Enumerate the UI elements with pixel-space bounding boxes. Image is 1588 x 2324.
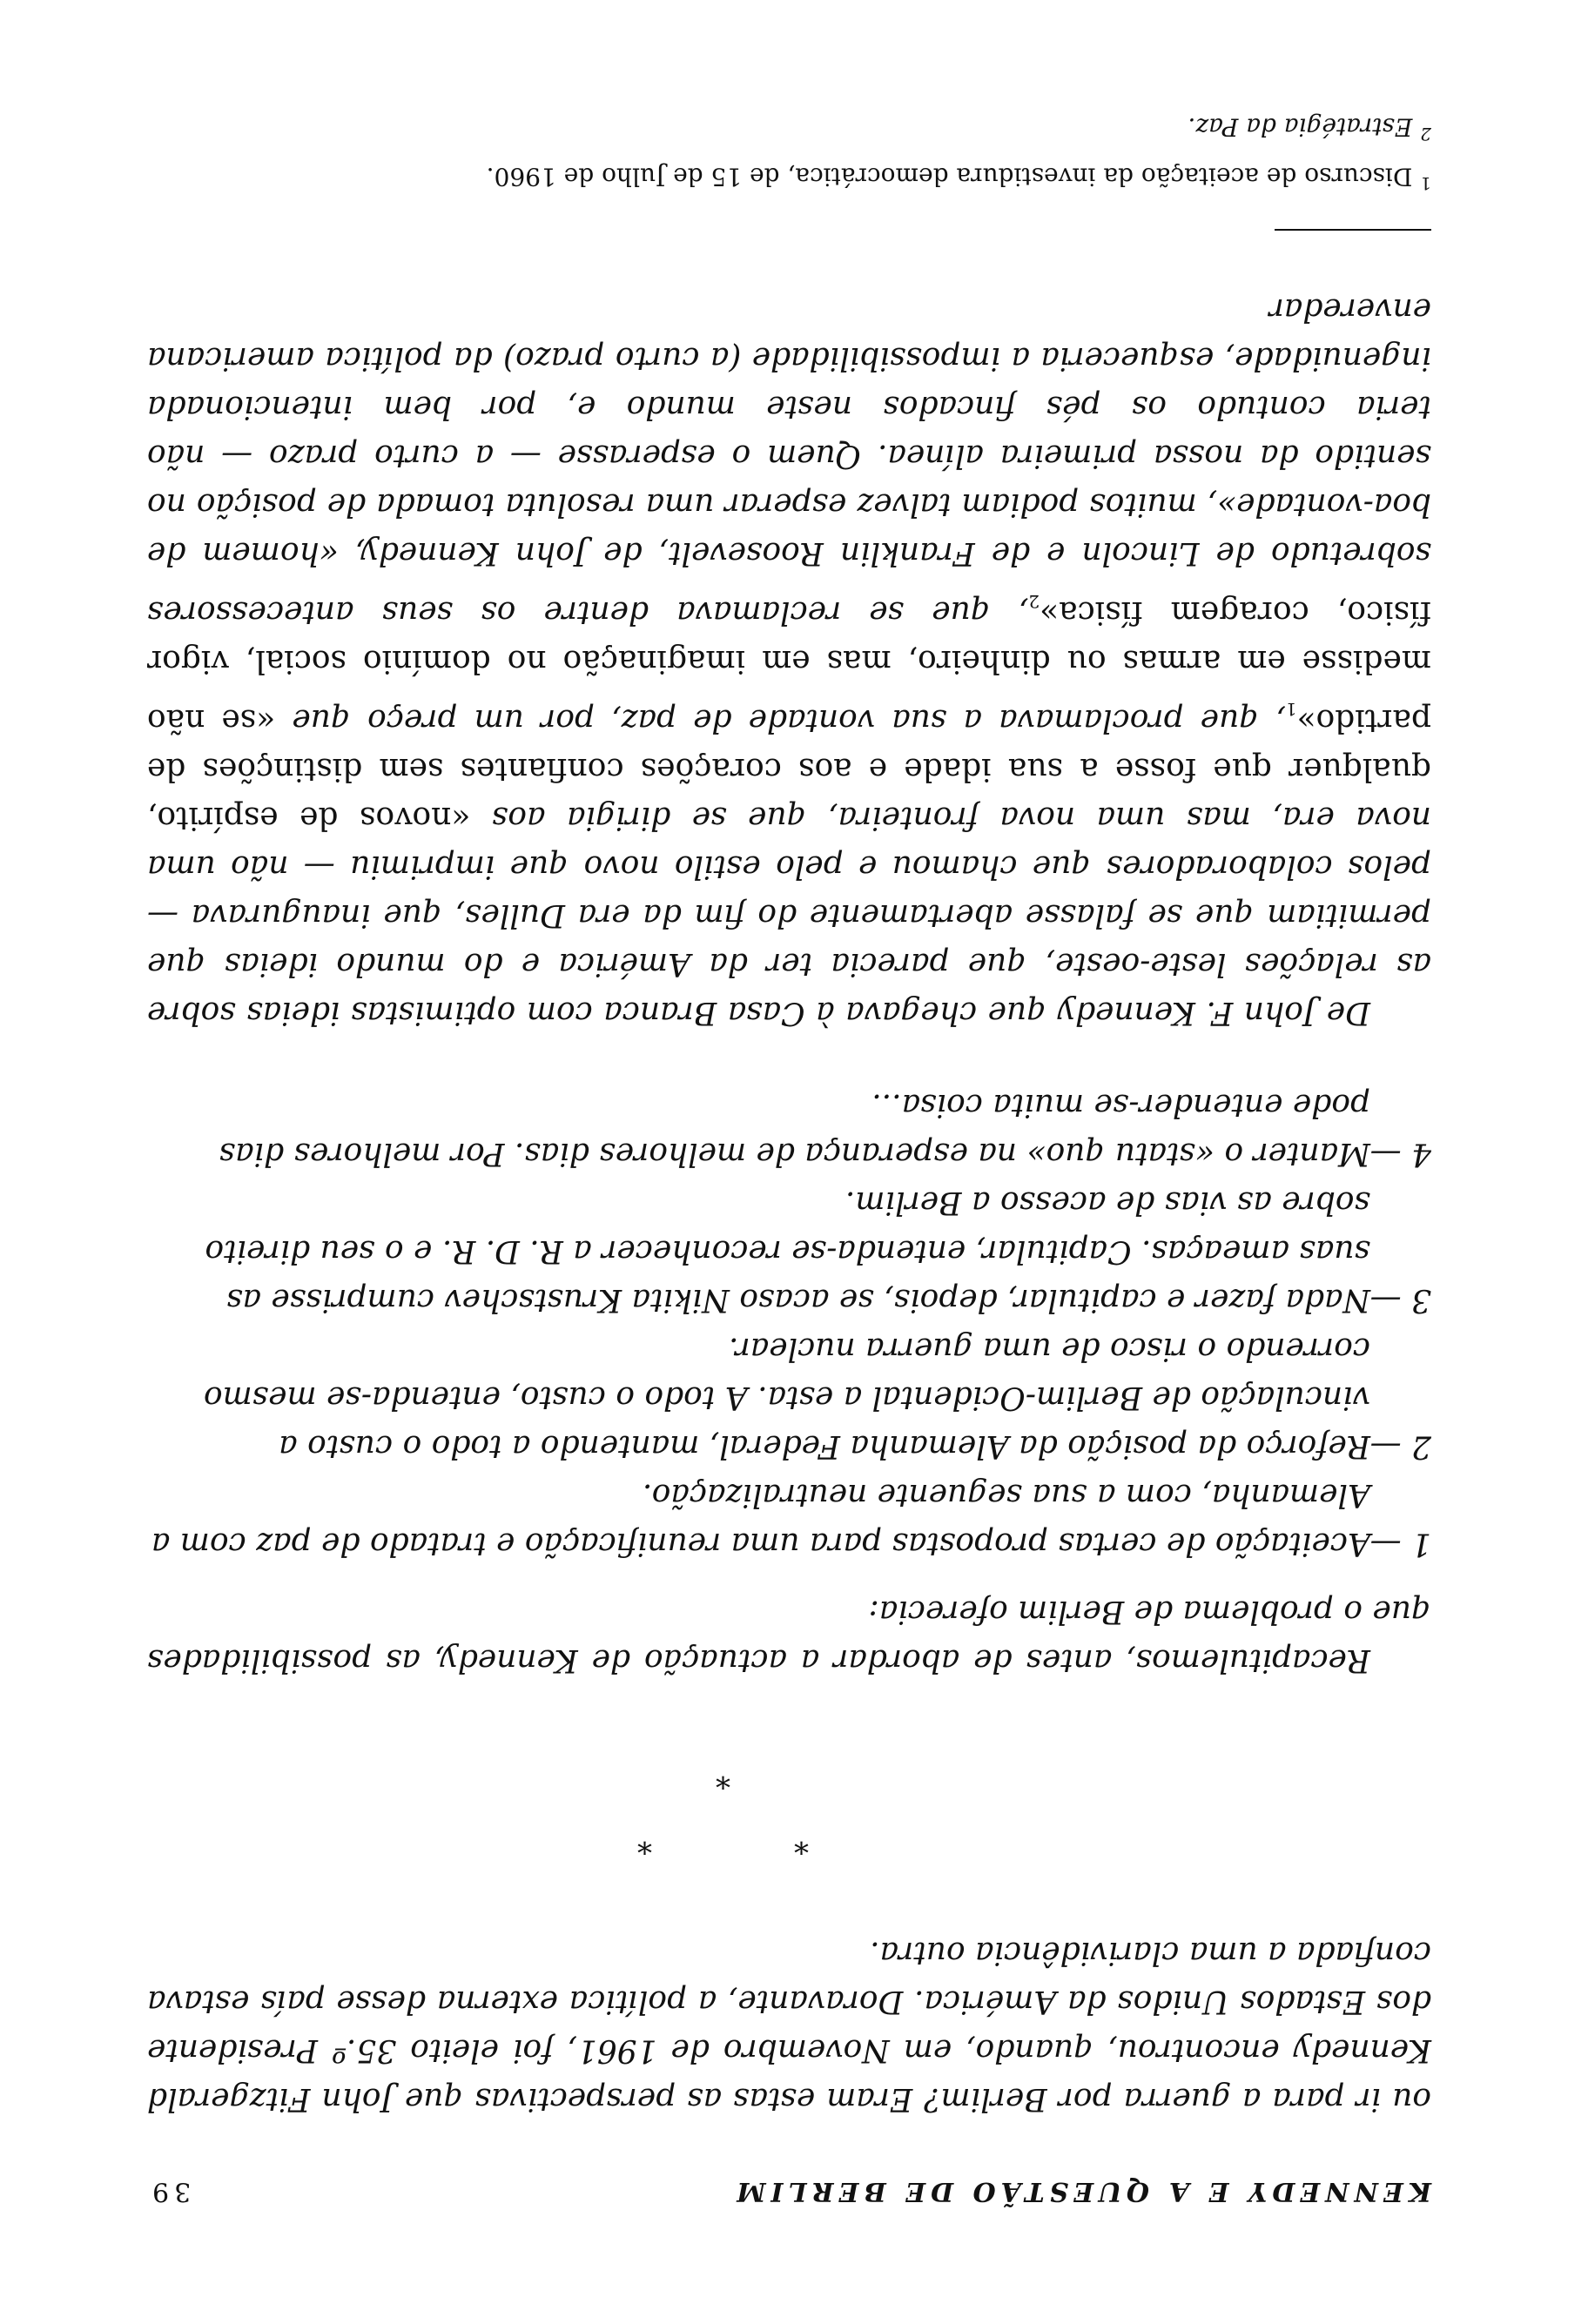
recap-intro-paragraph: Recapitulemos, antes de abordar a actuação de Kennedy, as possibilidades que o problema de Berlim oferecia: <box>147 1594 1431 1678</box>
footnote <box>147 155 1431 204</box>
list-item <box>147 1324 1431 1470</box>
list-item-text: Nada fazer e capitular, depois, se acaso Nikita Krustschev cumprisse as suas ameaças. Capitular, entenda-se reconhecer a R. D. R. e o seu direito sobre as vias de acesso a Berlim. <box>205 1185 1370 1318</box>
separator-star: * <box>637 1825 652 1860</box>
quote-text: «se não medisse em armas ou dinheiro, mas em imaginação no domínio social, vigor físico, coragem física» <box>147 594 1431 738</box>
footnotes <box>147 106 1431 205</box>
intro-paragraph: ou ir para a guerra por Berlim? Eram estas as perspectivas que John Fitzgerald Kennedy encontrou, quando, em Novembro de 1961, foi eleito 35.º Presidente dos Estados Unidos da América. Doravante, a política externa desse país estava confiada a uma clarividência outra. <box>147 1935 1431 2117</box>
footnote-divider <box>1275 229 1431 231</box>
list-item-number: 2 — <box>1369 1428 1431 1464</box>
list-item <box>147 1080 1431 1178</box>
possibilities-list <box>147 1080 1431 1568</box>
section-separator <box>147 1736 1431 1884</box>
footnote-marker: 2 <box>1420 124 1431 145</box>
kennedy-paragraph-text: , que proclamava a sua vontade de paz, por um preço que <box>292 702 1286 738</box>
list-item-number: 1 — <box>1369 1526 1431 1562</box>
list-item-number: 3 — <box>1369 1282 1431 1318</box>
separator-star: * <box>794 1825 809 1860</box>
list-item <box>147 1470 1431 1568</box>
kennedy-paragraph-text: , que se reclamava dentre os seus antecessores sobretudo de Lincoln e de Franklin Roosevelt, de John Kennedy, «homem de boa-vontade», muitos podiam talvez esperar uma resoluta tomada de posição no sentido da nossa primeira alínea. Quem o esperasse — a curto prazo — não teria contudo os pés fincados neste mundo e, por bem intencionada ingenuidade, esqueceria a impossibilidade (a curto prazo) da política americana enveredar <box>147 291 1431 630</box>
list-item-text: Manter o «statu quo» na esperança de melhores dias. Por melhores dias pode entender-se muita coisa... <box>219 1087 1370 1172</box>
running-head <box>147 2166 1431 2215</box>
running-head-title: KENNEDY E A QUESTÃO DE BERLIM <box>731 2176 1431 2206</box>
list-item-text: Reforço da posição da Alemanha Federal, mantendo a todo o custo a vinculação de Berlim-Ocidental a esta. A todo o custo, entenda-se mesmo correndo o risco de uma guerra nuclear. <box>203 1331 1370 1464</box>
kennedy-paragraph <box>147 285 1431 1037</box>
list-item <box>147 1178 1431 1324</box>
quote-text: «novos de espírito, qualquer que fosse a sua idade e aos corações confiantes sem distinções de partido» <box>147 702 1431 836</box>
list-item-text: Aceitação de certas propostas para uma reunificação e tratado de paz com a Alemanha, com a sua seguente neutralização. <box>151 1477 1370 1562</box>
footnote-marker: 1 <box>1420 172 1431 194</box>
footnote-reference: 2 <box>1028 590 1040 612</box>
separator-star: * <box>716 1760 730 1795</box>
footnote-text: Discurso de aceitação da investidura democrática, de 15 de Julho de 1960. <box>486 162 1413 191</box>
kennedy-paragraph-text: De John F. Kennedy que chegava à Casa Branca com optimistas ideias sobre as relações leste-oeste, que parecia ter da América e do mundo ideias que permitiam que se falasse abertamente do fim da era Dulles, que inaugurava — pelos colaboradores que chamou e pelo estilo novo que imprimiu — não uma nova era, mas uma nova fronteira, que se dirigia aos <box>147 800 1431 1031</box>
footnote-reference: 1 <box>1285 698 1297 720</box>
list-item-number: 4 — <box>1369 1136 1431 1172</box>
page-content <box>147 106 1431 2215</box>
page-number: 39 <box>147 2176 192 2206</box>
footnote <box>147 106 1431 155</box>
footnote-text: Estratégia da Paz. <box>1188 112 1413 142</box>
